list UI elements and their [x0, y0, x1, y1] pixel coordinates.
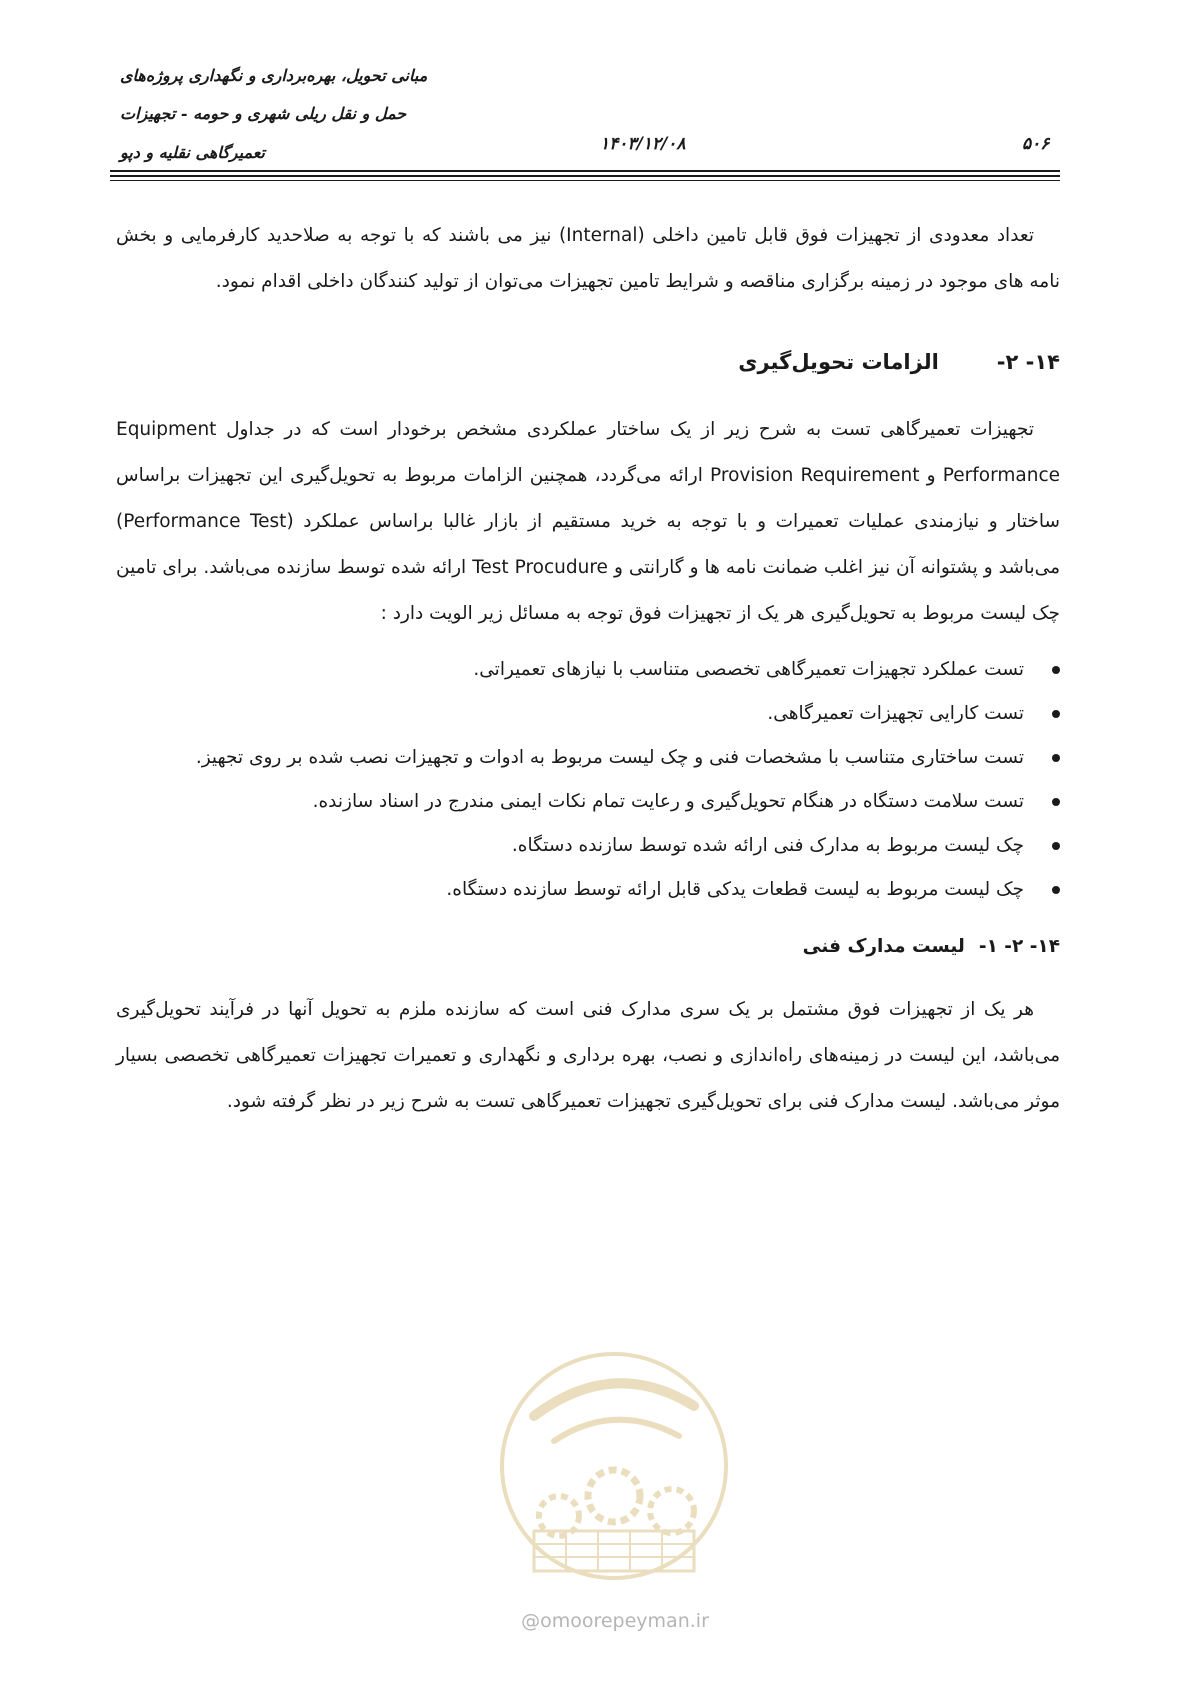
section-number: ۱۴- ۲-	[996, 350, 1060, 374]
list-item	[130, 736, 1060, 780]
subsection-heading	[803, 936, 1060, 957]
bullet-icon	[1052, 666, 1060, 674]
list-item	[130, 824, 1060, 868]
header-title-line-1: مبانی تحویل، بهره‌برداری و نگهداری پروژه‌های	[120, 66, 428, 85]
bullet-icon	[1052, 798, 1060, 806]
section-heading	[738, 350, 1060, 374]
bullet-icon	[1052, 842, 1060, 850]
list-item-text: چک لیست مربوط به مدارک فنی ارائه شده توسط سازنده دستگاه.	[511, 835, 1024, 856]
header-title-line-2: حمل و نقل ریلی شهری و حومه - تجهیزات	[120, 104, 407, 123]
list-item	[130, 648, 1060, 692]
watermark-url: @omoorepeyman.ir	[521, 1610, 709, 1632]
list-item	[130, 692, 1060, 736]
header-divider	[110, 175, 1060, 177]
watermark-logo-icon	[494, 1346, 734, 1586]
list-item-text: تست ساختاری متناسب با مشخصات فنی و چک لیست مربوط به ادوات و تجهیزات نصب شده بر روی تجهیز.	[195, 747, 1024, 768]
list-item-text: تست عملکرد تجهیزات تعمیرگاهی تخصصی متناسب با نیازهای تعمیراتی.	[473, 659, 1024, 680]
header-date: ۱۴۰۳/۱۲/۰۸	[600, 134, 686, 154]
subsection-title: لیست مدارک فنی	[802, 936, 965, 957]
bullet-icon	[1052, 886, 1060, 894]
list-item	[130, 868, 1060, 912]
list-item-text: چک لیست مربوط به لیست قطعات یدکی قابل ارائه توسط سازنده دستگاه.	[446, 879, 1024, 900]
intro-paragraph: تعداد معدودی از تجهیزات فوق قابل تامین داخلی (Internal) نیز می باشند که با توجه به صلاحدید کارفرمایی و بخش نامه های موجود در زمینه برگزاری مناقصه و شرایط تامین تجهیزات می‌توان از تولید کنندگان داخلی اقدام نمود.	[116, 225, 1060, 292]
bullet-icon	[1052, 710, 1060, 718]
header-divider	[110, 170, 1060, 172]
requirements-bullet-list	[130, 648, 1060, 912]
header-title-line-3: تعمیرگاهی نقلیه و دپو	[120, 143, 265, 162]
page-number: ۵۰۶	[1022, 134, 1050, 154]
bullet-icon	[1052, 754, 1060, 762]
header-divider	[110, 180, 1060, 181]
requirements-paragraph: تجهیزات تعمیرگاهی تست به شرح زیر از یک ساختار عملکردی مشخص برخودار است که در جداول Equipment Performance و Provision Requirement ارائه می‌گردد، همچنین الزامات مربوط به تحویل‌گیری این تجهیزات براساس ساختار و نیازمندی عملیات تعمیرات و با توجه به خرید مستقیم از بازار غالبا براساس عملکرد (Performance Test) می‌باشد و پشتوانه آن نیز اغلب ضمانت نامه ها و گارانتی و Test Procudure ارائه شده توسط سازنده می‌باشد. برای تامین چک لیست مربوط به تحویل‌گیری هر یک از تجهیزات فوق توجه به مسائل زیر الویت دارد :	[116, 419, 1061, 624]
list-item	[130, 780, 1060, 824]
subsection-number: ۱۴- ۲- ۱-	[978, 936, 1060, 957]
section-title: الزامات تحویل‌گیری	[738, 350, 939, 374]
technical-documents-paragraph: هر یک از تجهیزات فوق مشتمل بر یک سری مدارک فنی است که سازنده ملزم به تحویل آنها در فرآیند تحویل‌گیری می‌باشد، این لیست در زمینه‌های راه‌اندازی و نصب، بهره برداری و نگهداری و تعمیرات تجهیزات تعمیرگاهی تخصصی بسیار موثر می‌باشد. لیست مدارک فنی برای تحویل‌گیری تجهیزات تعمیرگاهی تست به شرح زیر در نظر گرفته شود.	[116, 999, 1060, 1112]
list-item-text: تست کارایی تجهیزات تعمیرگاهی.	[767, 703, 1024, 724]
list-item-text: تست سلامت دستگاه در هنگام تحویل‌گیری و رعایت تمام نکات ایمنی مندرج در اسناد سازنده.	[312, 791, 1024, 812]
